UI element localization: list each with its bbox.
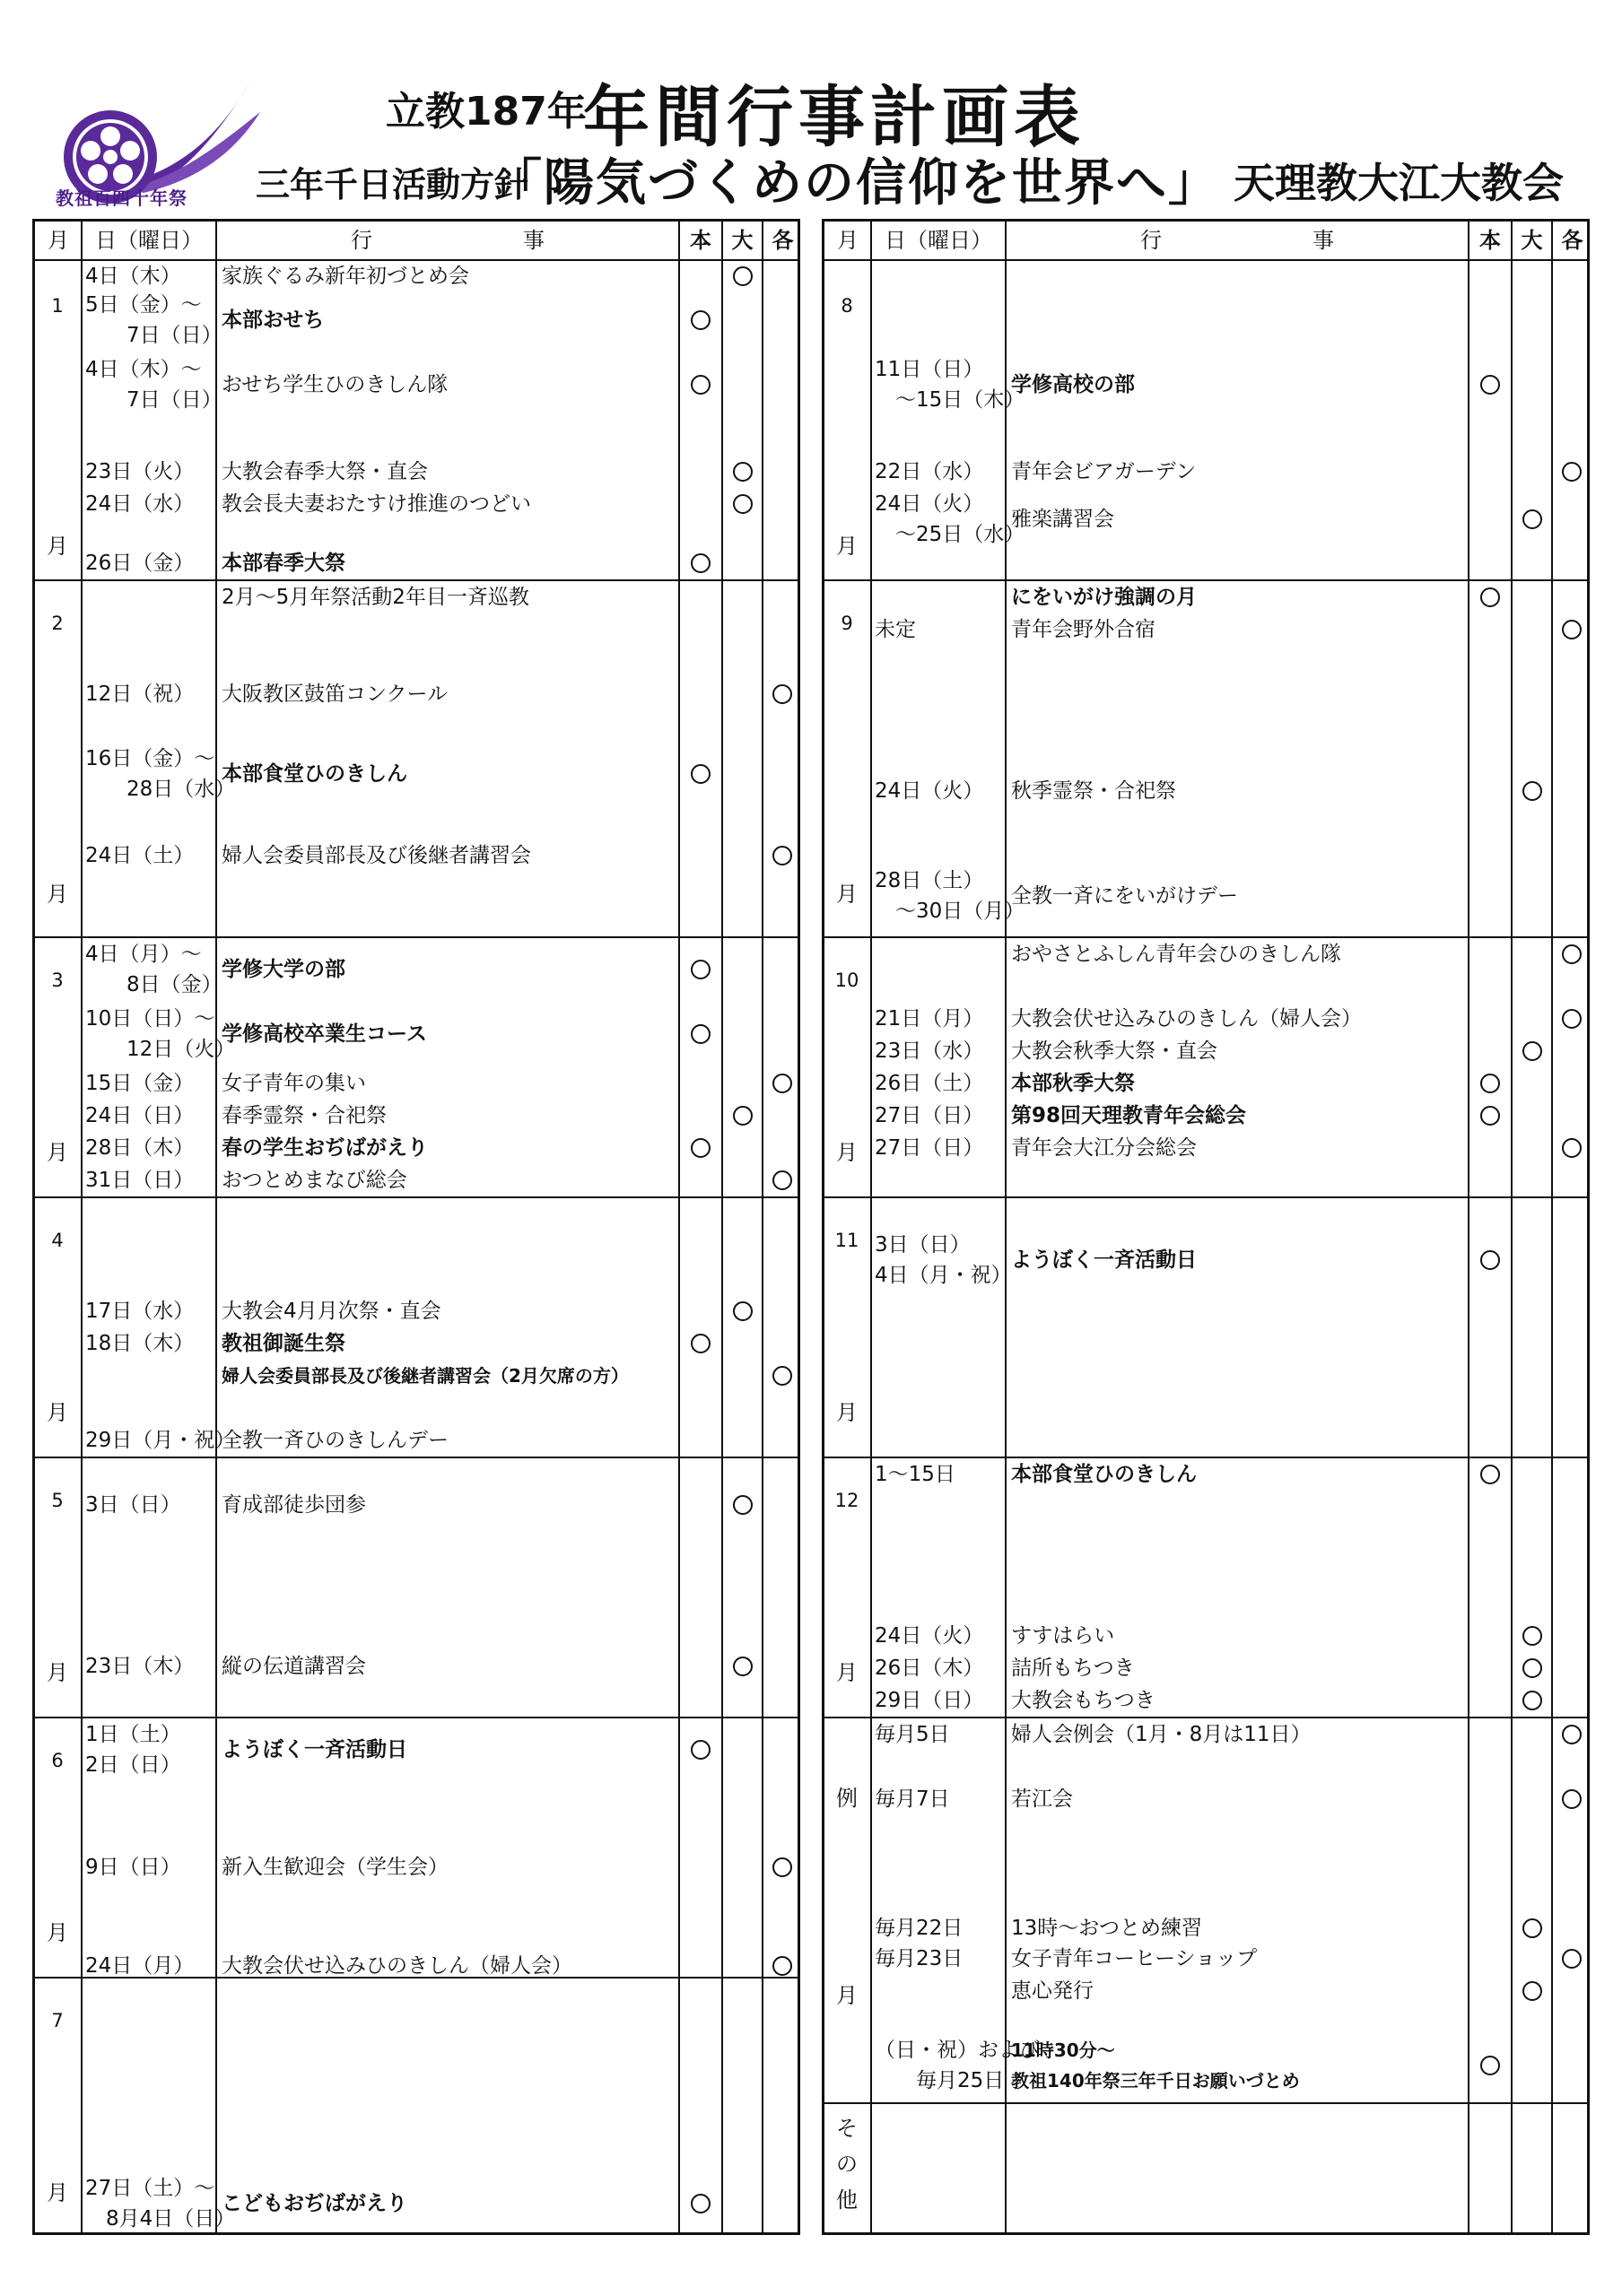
event-date: 21日（月） bbox=[875, 1007, 984, 1031]
month-suffix: 月 bbox=[47, 534, 68, 559]
marker-circle-dai bbox=[1522, 1658, 1542, 1678]
marker-circle-hon bbox=[691, 553, 711, 573]
marker-circle-hon bbox=[1480, 1106, 1500, 1126]
month-block-5 bbox=[35, 1457, 798, 1718]
event-title: 全教一斉ひのきしんデー bbox=[222, 1429, 449, 1452]
marker-circle-hon bbox=[691, 764, 711, 784]
month-number: 12 bbox=[834, 1490, 859, 1511]
month-number: 7 bbox=[51, 2010, 64, 2031]
event-title: 婦人会委員部長及び後継者講習会（2月欠席の方） bbox=[222, 1365, 629, 1387]
event-title: 青年会野外合宿 bbox=[1011, 618, 1155, 641]
event-title: すすはらい bbox=[1011, 1624, 1115, 1648]
event-date: 16日（金）～ 28日（水） bbox=[85, 747, 236, 801]
event-title: 教祖御誕生祭 bbox=[222, 1332, 345, 1355]
marker-circle-kaku bbox=[772, 1074, 792, 1093]
logo-caption: 教祖百四十年祭 bbox=[56, 187, 187, 209]
event-date: 27日（日） bbox=[875, 1136, 984, 1160]
month-suffix: 月 bbox=[836, 534, 858, 559]
event-date: 5日（金）～ 7日（日） bbox=[85, 293, 222, 347]
month-block-4 bbox=[35, 1197, 798, 1457]
marker-circle-hon bbox=[1480, 1465, 1500, 1484]
event-date: （日・祝）および 毎月25日 bbox=[875, 2039, 1040, 2092]
header-dai: 大 bbox=[1521, 228, 1543, 253]
month-suffix: 月 bbox=[836, 1140, 858, 1165]
month-number: 5 bbox=[51, 1490, 64, 1511]
month-block-8 bbox=[824, 259, 1587, 580]
event-date: 23日（水） bbox=[875, 1039, 984, 1063]
month-suffix: 月 bbox=[47, 1920, 68, 1945]
month-number: 11 bbox=[834, 1230, 859, 1251]
month-suffix: 月 bbox=[47, 2180, 68, 2205]
routine-label-bottom: 月 bbox=[836, 1983, 858, 2008]
marker-circle-kaku bbox=[772, 684, 792, 704]
routine-label-top: 例 bbox=[836, 1786, 858, 1811]
marker-circle-kaku bbox=[772, 846, 792, 865]
event-title: 育成部徒歩団参 bbox=[222, 1493, 366, 1517]
event-title: こどもおぢばがえり bbox=[222, 2192, 407, 2215]
header-month: 月 bbox=[837, 228, 859, 253]
event-date: 23日（木） bbox=[85, 1655, 195, 1678]
month-block-12 bbox=[824, 1457, 1587, 1718]
month-block-3 bbox=[35, 937, 798, 1197]
event-title: 大教会もちつき bbox=[1011, 1689, 1155, 1712]
header-kaku: 各 bbox=[1561, 228, 1583, 253]
event-date: 27日（日） bbox=[875, 1104, 984, 1127]
event-date: 26日（金） bbox=[85, 552, 195, 575]
motto: 「陽気づくめの信仰を世界へ」 bbox=[492, 154, 1220, 213]
event-title: 教会長夫妻おたすけ推進のつどい bbox=[222, 492, 531, 516]
month-number: 3 bbox=[51, 970, 64, 991]
marker-circle-kaku bbox=[772, 1956, 792, 1976]
event-date: 毎月23日 bbox=[875, 1947, 964, 1970]
month-suffix: 月 bbox=[836, 882, 858, 907]
header-date: 日（曜日） bbox=[885, 228, 992, 253]
event-date: 24日（月） bbox=[85, 1954, 195, 1978]
event-title: 恵心発行 bbox=[1011, 1979, 1094, 2003]
event-title: ようぼく一斉活動日 bbox=[222, 1738, 407, 1761]
event-date: 28日（土） ～30日（月） bbox=[875, 869, 1025, 923]
year-label: 立教187年 bbox=[386, 89, 587, 135]
event-date: 3日（日） 4日（月・祝） bbox=[875, 1233, 1012, 1287]
marker-circle-hon bbox=[691, 1138, 711, 1158]
event-title: 2月～5月年祭活動2年目一斉巡教 bbox=[222, 586, 529, 609]
event-title: おやさとふしん青年会ひのきしん隊 bbox=[1011, 943, 1341, 966]
marker-circle-hon bbox=[1480, 587, 1500, 607]
event-title: 青年会大江分会総会 bbox=[1011, 1136, 1197, 1160]
event-title: 春季霊祭・合祀祭 bbox=[222, 1104, 387, 1127]
event-title: 春の学生おぢばがえり bbox=[222, 1136, 428, 1160]
month-number: 10 bbox=[834, 970, 859, 991]
event-title: 学修高校の部 bbox=[1011, 373, 1135, 396]
month-number: 6 bbox=[51, 1750, 64, 1771]
month-block-9 bbox=[824, 580, 1587, 937]
event-title: 本部食堂ひのきしん bbox=[222, 762, 407, 786]
event-title: 婦人会委員部長及び後継者講習会 bbox=[222, 844, 531, 867]
event-date: 26日（木） bbox=[875, 1657, 984, 1680]
header-month: 月 bbox=[48, 228, 69, 253]
marker-circle-hon bbox=[691, 1334, 711, 1353]
marker-circle-kaku bbox=[772, 1857, 792, 1877]
event-title: 詰所もちつき bbox=[1011, 1657, 1135, 1680]
event-date: 毎月22日 bbox=[875, 1917, 964, 1940]
marker-circle-dai bbox=[1522, 1626, 1542, 1646]
event-title: 家族ぐるみ新年初づとめ会 bbox=[222, 265, 469, 288]
event-date: 27日（土）～ 8月4日（日） bbox=[85, 2177, 236, 2231]
header-event: 行 事 bbox=[1140, 228, 1334, 253]
month-block-6 bbox=[35, 1718, 798, 1978]
event-title: 学修高校卒業生コース bbox=[222, 1022, 427, 1046]
marker-circle-hon bbox=[691, 310, 711, 330]
marker-circle-kaku bbox=[1562, 1725, 1582, 1744]
event-date: 1日（土） 2日（日） bbox=[85, 1723, 181, 1777]
marker-circle-dai bbox=[733, 1657, 753, 1676]
marker-circle-dai bbox=[733, 1301, 753, 1321]
event-date: 12日（祝） bbox=[85, 683, 195, 706]
event-title: 縦の伝道講習会 bbox=[222, 1655, 366, 1678]
event-title: 若江会 bbox=[1011, 1787, 1073, 1811]
event-title: おつとめまなび総会 bbox=[222, 1169, 407, 1192]
month-number: 4 bbox=[51, 1230, 64, 1251]
month-block-1 bbox=[35, 259, 798, 580]
event-date: 4日（木） bbox=[85, 265, 181, 288]
month-block-11 bbox=[824, 1197, 1587, 1457]
marker-circle-hon bbox=[691, 375, 711, 395]
event-date: 28日（木） bbox=[85, 1136, 195, 1160]
marker-circle-kaku bbox=[1562, 1009, 1582, 1029]
event-date: 18日（木） bbox=[85, 1332, 195, 1355]
month-suffix: 月 bbox=[836, 1400, 858, 1425]
marker-circle-dai bbox=[733, 1106, 753, 1126]
month-suffix: 月 bbox=[47, 882, 68, 907]
event-date: 22日（水） bbox=[875, 460, 984, 483]
event-title: 新入生歓迎会（学生会） bbox=[222, 1856, 449, 1879]
header-kaku: 各 bbox=[772, 228, 794, 253]
event-date: 17日（水） bbox=[85, 1300, 195, 1323]
event-date: 29日（月・祝） bbox=[85, 1429, 236, 1452]
event-title: 大阪教区鼓笛コンクール bbox=[222, 683, 449, 706]
month-number: 2 bbox=[51, 613, 64, 634]
other-label-char: そ bbox=[836, 2116, 858, 2141]
header-hon: 本 bbox=[690, 228, 711, 253]
event-date: 24日（日） bbox=[85, 1104, 195, 1127]
event-title: 秋季霊祭・合祀祭 bbox=[1011, 779, 1176, 803]
marker-circle-dai bbox=[1522, 1918, 1542, 1938]
event-date: 29日（日） bbox=[875, 1689, 984, 1712]
event-title: 本部食堂ひのきしん bbox=[1011, 1463, 1197, 1486]
marker-circle-hon bbox=[691, 1740, 711, 1760]
event-date: 3日（日） bbox=[85, 1493, 181, 1517]
event-date: 23日（火） bbox=[85, 460, 195, 483]
marker-circle-dai bbox=[1522, 1981, 1542, 2001]
other-label-char: の bbox=[836, 2152, 858, 2177]
month-suffix: 月 bbox=[836, 1660, 858, 1685]
marker-circle-dai bbox=[733, 462, 753, 482]
marker-circle-dai bbox=[733, 266, 753, 286]
marker-circle-hon bbox=[1480, 2056, 1500, 2075]
marker-circle-dai bbox=[1522, 1041, 1542, 1061]
month-number: 1 bbox=[51, 295, 64, 317]
month-number: 8 bbox=[841, 295, 853, 317]
event-title: 大教会4月月次祭・直会 bbox=[222, 1300, 441, 1323]
marker-circle-dai bbox=[733, 494, 753, 514]
month-block-例 bbox=[824, 1718, 1587, 2103]
header-event: 行 事 bbox=[351, 228, 545, 253]
marker-circle-kaku bbox=[1562, 1949, 1582, 1969]
event-title: 雅楽講習会 bbox=[1011, 508, 1114, 531]
event-title: 11時30分～ 教祖140年祭三年千日お願いづとめ bbox=[1011, 2039, 1300, 2092]
event-date: 毎月7日 bbox=[875, 1787, 950, 1811]
marker-circle-dai bbox=[733, 1495, 753, 1515]
month-block-7 bbox=[35, 1978, 798, 2238]
event-title: 女子青年の集い bbox=[222, 1072, 366, 1095]
event-date: 24日（土） bbox=[85, 844, 195, 867]
event-date: 24日（火） ～25日（水） bbox=[875, 492, 1025, 546]
event-title: 学修大学の部 bbox=[222, 958, 345, 981]
church-name: 天理教大江大教会 bbox=[1234, 159, 1564, 207]
event-date: 26日（土） bbox=[875, 1072, 984, 1095]
header-dai: 大 bbox=[731, 228, 754, 253]
header-hon: 本 bbox=[1479, 228, 1501, 253]
event-title: 大教会伏せ込みひのきしん（婦人会） bbox=[222, 1954, 572, 1978]
other-label bbox=[824, 2110, 869, 2218]
month-suffix: 月 bbox=[47, 1660, 68, 1685]
month-suffix: 月 bbox=[47, 1140, 68, 1165]
month-suffix: 月 bbox=[47, 1400, 68, 1425]
event-date: 毎月5日 bbox=[875, 1723, 950, 1746]
month-number: 9 bbox=[841, 613, 853, 634]
event-date: 31日（日） bbox=[85, 1169, 195, 1192]
event-date: 9日（日） bbox=[85, 1856, 181, 1879]
marker-circle-hon bbox=[691, 2194, 711, 2213]
event-date: 1～15日 bbox=[875, 1463, 955, 1486]
event-date: 4日（月）～ 8日（金） bbox=[85, 943, 222, 996]
marker-circle-kaku bbox=[1562, 1138, 1582, 1158]
marker-circle-kaku bbox=[772, 1366, 792, 1386]
event-title: 全教一斉にをいがけデー bbox=[1011, 884, 1238, 908]
event-title: ようぼく一斉活動日 bbox=[1011, 1248, 1197, 1272]
event-title: 大教会伏せ込みひのきしん（婦人会） bbox=[1011, 1007, 1362, 1031]
marker-circle-hon bbox=[691, 1024, 711, 1044]
header-date: 日（曜日） bbox=[95, 228, 203, 253]
event-date: 未定 bbox=[875, 618, 916, 641]
marker-circle-kaku bbox=[1562, 944, 1582, 964]
marker-circle-kaku bbox=[1562, 620, 1582, 639]
event-date: 15日（金） bbox=[85, 1072, 195, 1095]
marker-circle-kaku bbox=[1562, 462, 1582, 482]
event-title: 女子青年コーヒーショップ bbox=[1011, 1947, 1258, 1970]
month-block-2 bbox=[35, 580, 798, 937]
schedule-table-right bbox=[822, 219, 1590, 2235]
table-header-row bbox=[35, 222, 798, 261]
month-block-other bbox=[824, 2103, 1587, 2238]
event-date: 24日（水） bbox=[85, 492, 195, 516]
event-title: 婦人会例会（1月・8月は11日） bbox=[1011, 1723, 1312, 1746]
event-title: 青年会ビアガーデン bbox=[1011, 460, 1197, 483]
marker-circle-hon bbox=[1480, 1250, 1500, 1270]
marker-circle-kaku bbox=[1562, 1789, 1582, 1809]
marker-circle-hon bbox=[1480, 375, 1500, 395]
event-title: 13時～おつとめ練習 bbox=[1011, 1917, 1203, 1940]
month-block-10 bbox=[824, 937, 1587, 1197]
marker-circle-hon bbox=[1480, 1074, 1500, 1093]
event-title: 大教会春季大祭・直会 bbox=[222, 460, 428, 483]
policy-label: 三年千日活動方針 bbox=[256, 165, 529, 204]
page-title: 年間行事計画表 bbox=[583, 79, 1086, 156]
event-date: 24日（火） bbox=[875, 1624, 984, 1648]
event-date: 4日（木）～ 7日（日） bbox=[85, 358, 222, 412]
event-title: 第98回天理教青年会総会 bbox=[1011, 1104, 1247, 1127]
event-date: 10日（日）～ 12日（火） bbox=[85, 1007, 236, 1061]
marker-circle-dai bbox=[1522, 1691, 1542, 1710]
event-date: 11日（日） ～15日（木） bbox=[875, 358, 1025, 412]
event-date: 24日（火） bbox=[875, 779, 984, 803]
marker-circle-hon bbox=[691, 960, 711, 979]
event-title: 本部春季大祭 bbox=[222, 552, 345, 575]
event-title: 本部秋季大祭 bbox=[1011, 1072, 1135, 1095]
other-label-char: 他 bbox=[836, 2187, 858, 2213]
marker-circle-kaku bbox=[772, 1170, 792, 1190]
event-title: にをいがけ強調の月 bbox=[1011, 586, 1197, 609]
event-title: おせち学生ひのきしん隊 bbox=[222, 373, 449, 396]
event-title: 大教会秋季大祭・直会 bbox=[1011, 1039, 1217, 1063]
marker-circle-dai bbox=[1522, 509, 1542, 529]
table-header-row bbox=[824, 222, 1587, 261]
schedule-table-left bbox=[32, 219, 800, 2235]
marker-circle-dai bbox=[1522, 781, 1542, 801]
event-title: 本部おせち bbox=[222, 309, 325, 332]
